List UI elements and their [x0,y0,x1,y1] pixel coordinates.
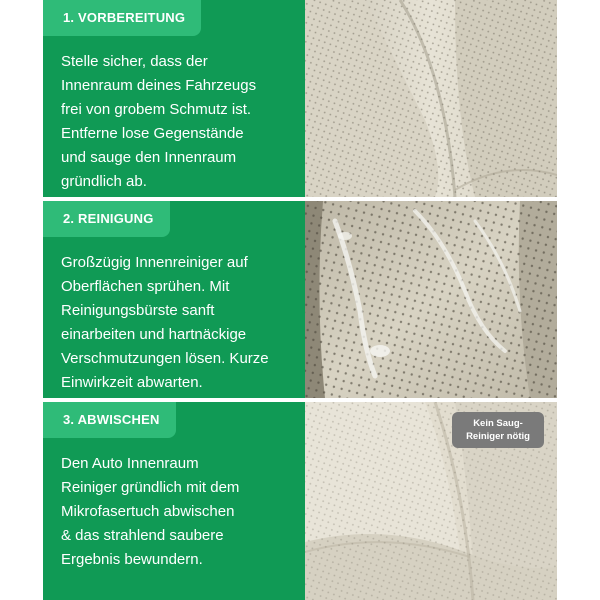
step-1-preparation [43,0,557,197]
step-2-text: Großzügig Innenreiniger auf Oberflächen sprühen. Mit Reinigungsbürste sanft einarbeiten und hartnäckige Verschmutzungen lösen. Kurze Einwirkzeit abwarten. [61,254,269,391]
no-vacuum-cleaner-badge: Kein Saug- Reiniger nötig [452,412,544,448]
step-3-label: 3. ABWISCHEN [43,402,176,438]
step-1-label: 1. VORBEREITUNG [43,0,201,36]
step-1-photo [305,0,557,197]
steps-container [43,0,557,600]
step-2-cleaning [43,201,557,398]
step-1-text: Stelle sicher, dass der Innenraum deines Fahrzeugs frei von grobem Schmutz ist. Entferne lose Gegenstände und sauge den Innenraum gründlich ab. [61,53,257,190]
step-3-wiping [43,402,557,600]
step-2-label: 2. REINIGUNG [43,201,170,237]
step-2-photo [305,201,557,398]
step-3-text: Den Auto Innenraum Reiniger gründlich mit dem Mikrofasertuch abwischen & das strahlend saubere Ergebnis bewundern. [61,455,240,568]
